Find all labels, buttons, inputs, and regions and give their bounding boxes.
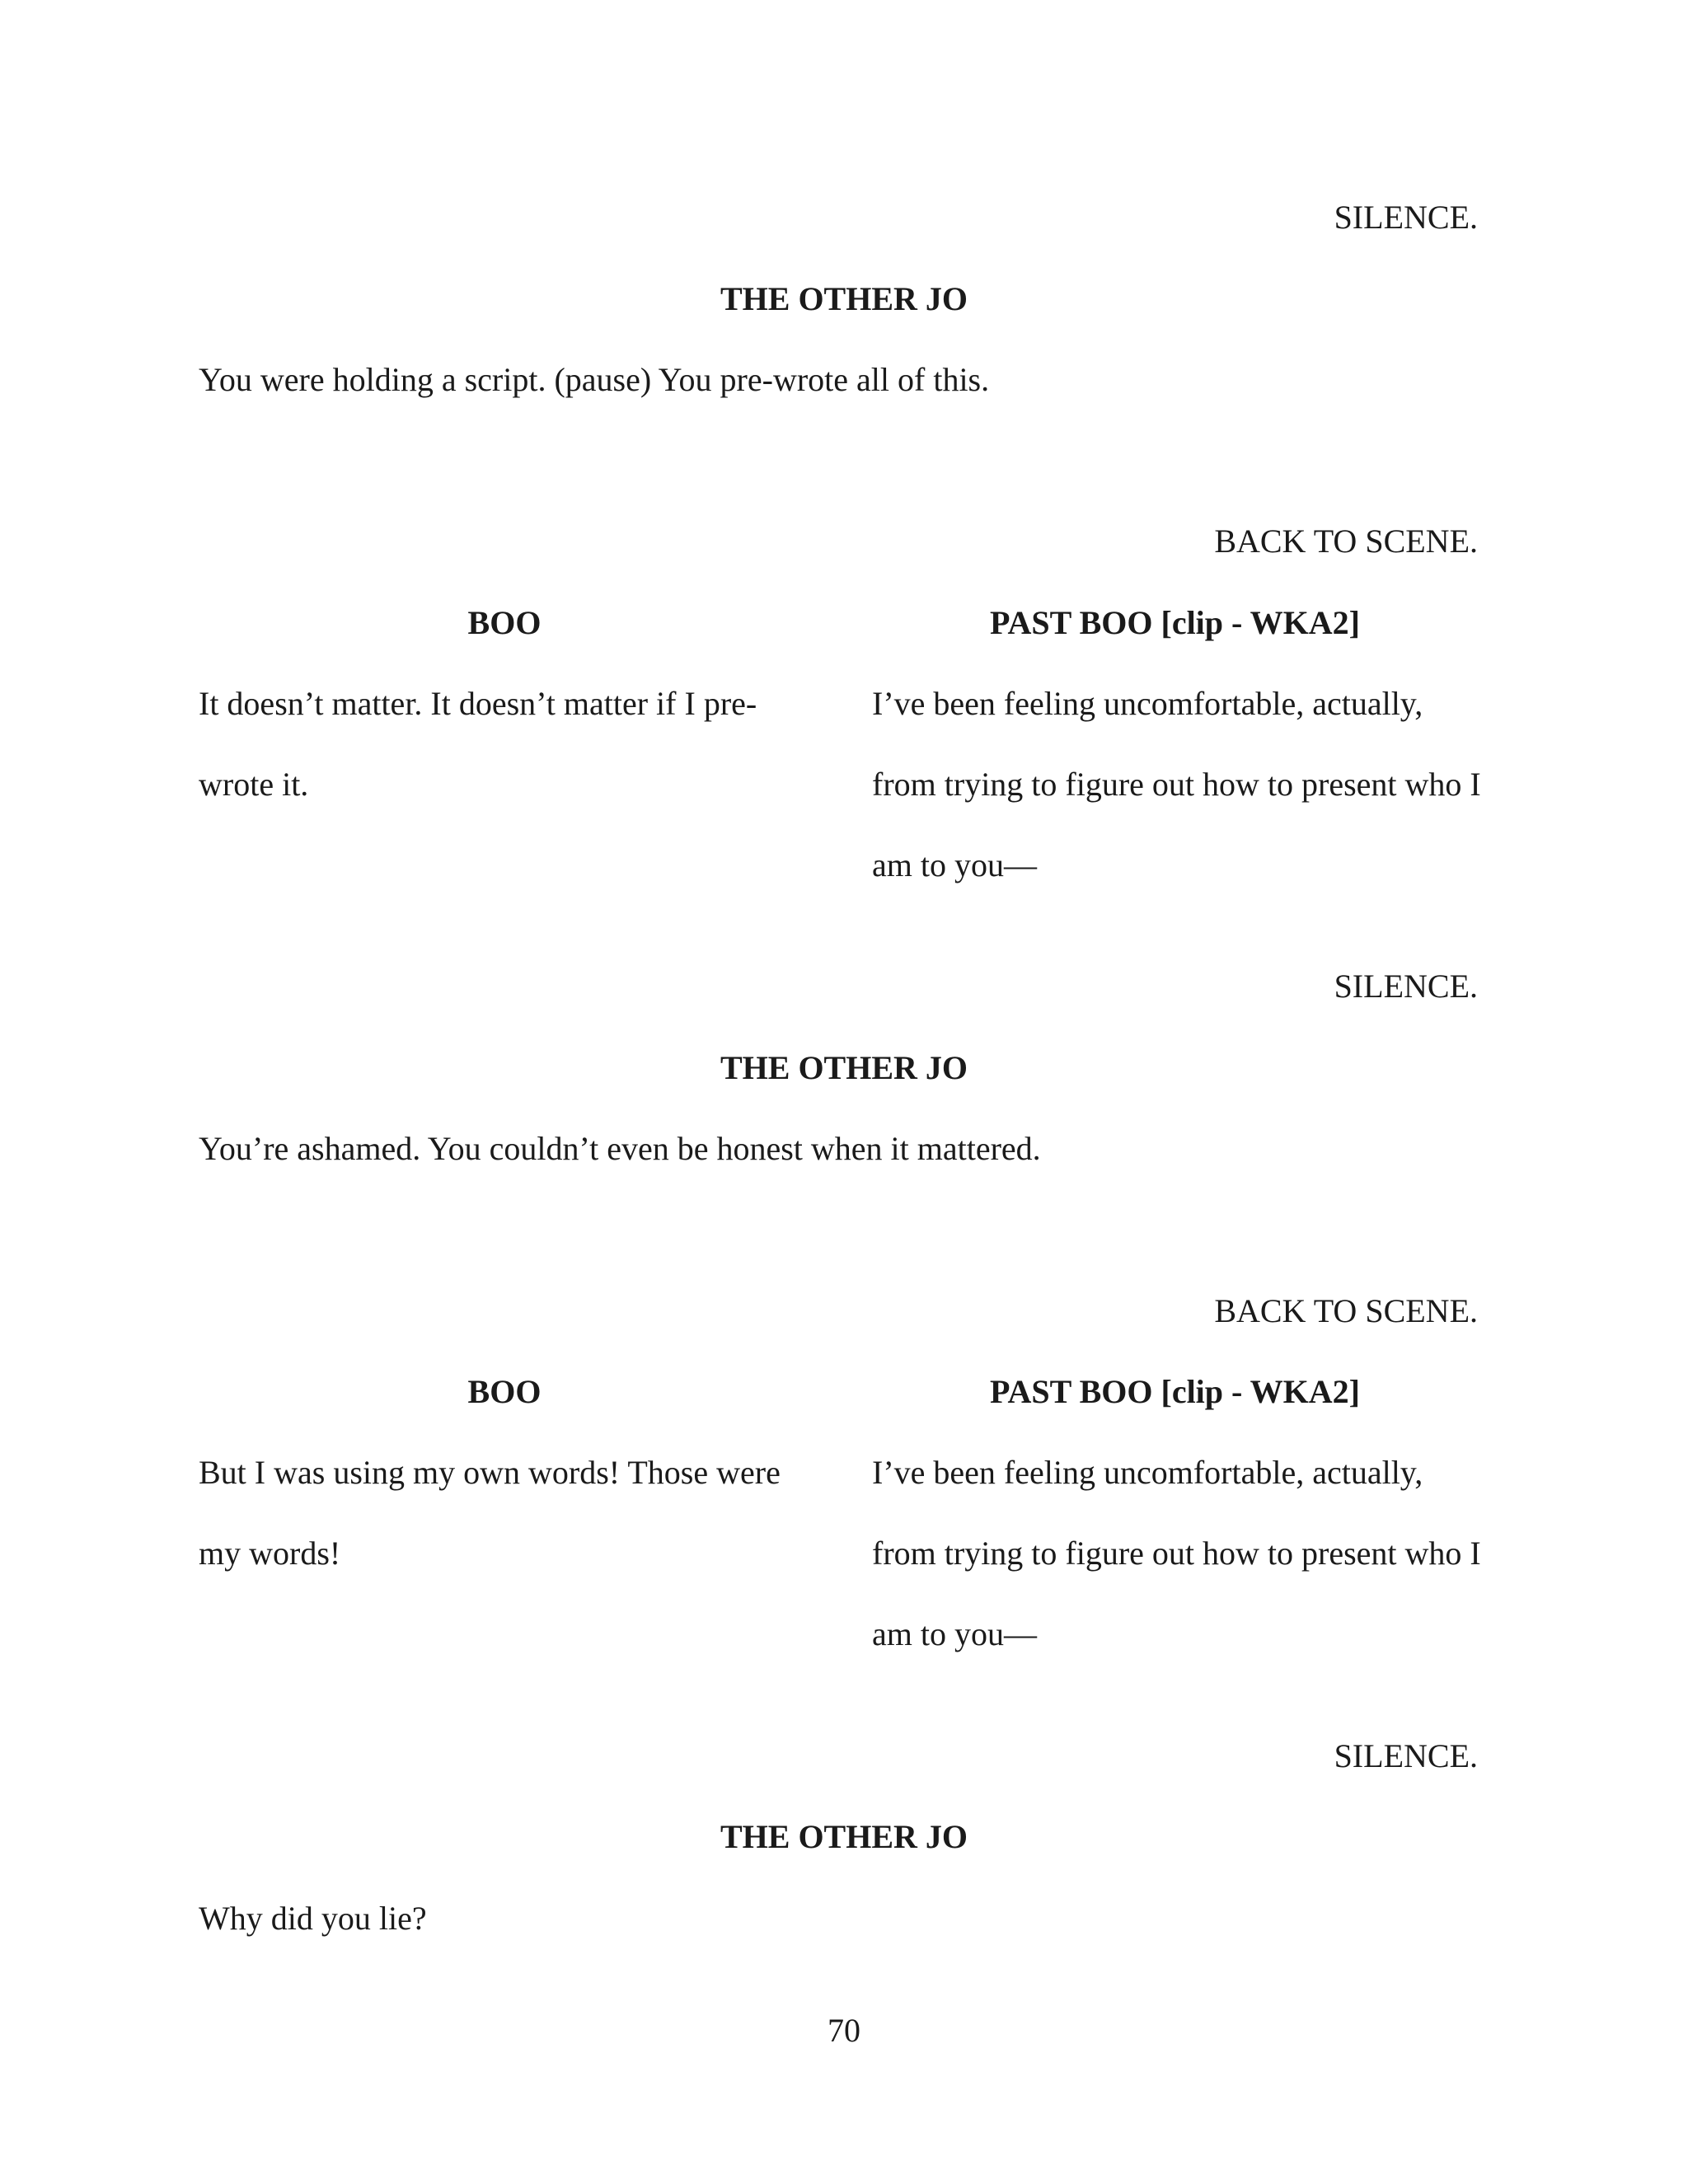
stage-direction-silence: SILENCE. <box>1334 1737 1478 1774</box>
character-name-boo: BOO <box>467 604 542 641</box>
dialogue-line: am to you— <box>872 846 1037 883</box>
dialogue-line: am to you— <box>872 1615 1037 1652</box>
dialogue-line: You were holding a script. (pause) You pre-wrote all of this. <box>199 361 990 398</box>
stage-direction-back-to-scene: BACK TO SCENE. <box>1214 1292 1478 1329</box>
dialogue-line: from trying to figure out how to present who I <box>872 766 1481 803</box>
character-name-the-other-jo: THE OTHER JO <box>720 1049 968 1086</box>
character-name-the-other-jo: THE OTHER JO <box>720 280 968 317</box>
stage-direction-silence: SILENCE. <box>1334 968 1478 1005</box>
character-name-past-boo: PAST BOO [clip - WKA2] <box>990 604 1360 641</box>
character-name-past-boo: PAST BOO [clip - WKA2] <box>990 1373 1360 1410</box>
dialogue-line: But I was using my own words! Those were <box>199 1454 781 1491</box>
dialogue-line: You’re ashamed. You couldn’t even be honest when it mattered. <box>199 1130 1041 1167</box>
character-name-the-other-jo: THE OTHER JO <box>720 1818 968 1855</box>
stage-direction-silence: SILENCE. <box>1334 199 1478 236</box>
dialogue-line: I’ve been feeling uncomfortable, actually, <box>872 685 1423 722</box>
character-name-boo: BOO <box>467 1373 542 1410</box>
dialogue-line: Why did you lie? <box>199 1900 427 1937</box>
dialogue-line: my words! <box>199 1535 341 1572</box>
page-number: 70 <box>828 2012 860 2049</box>
dialogue-line: I’ve been feeling uncomfortable, actually, <box>872 1454 1423 1491</box>
stage-direction-back-to-scene: BACK TO SCENE. <box>1214 523 1478 560</box>
dialogue-line: It doesn’t matter. It doesn’t matter if I pre- <box>199 685 757 722</box>
dialogue-line: from trying to figure out how to present who I <box>872 1535 1481 1572</box>
dialogue-line: wrote it. <box>199 766 309 803</box>
